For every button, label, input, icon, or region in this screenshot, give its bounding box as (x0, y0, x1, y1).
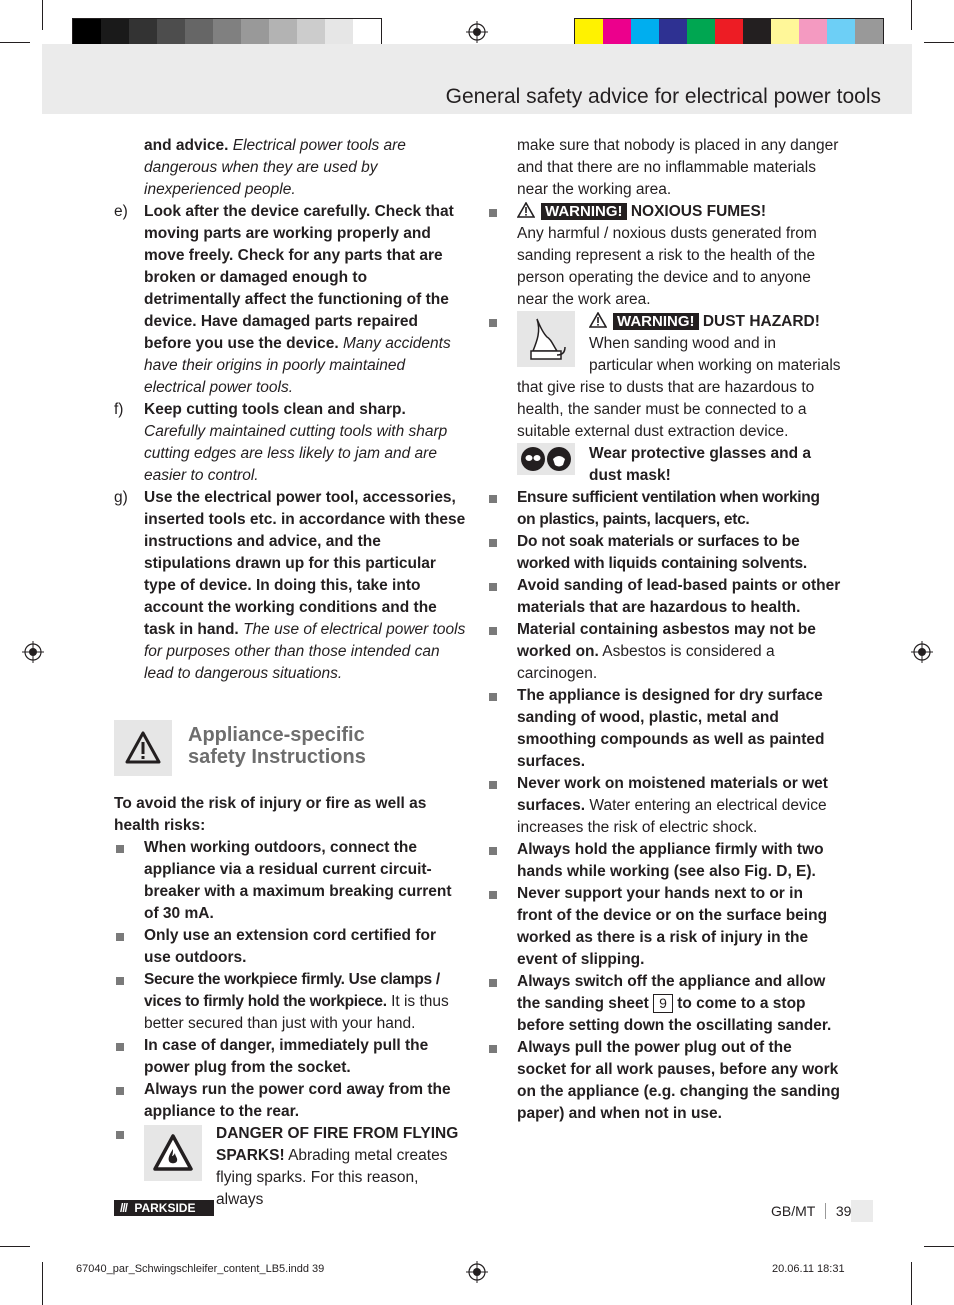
item-bold: Keep cutting tools clean and sharp. (144, 401, 406, 418)
bullet-icon (489, 583, 497, 591)
bullet-item: The appliance is designed for dry surface sanding of wood, plastic, metal and smoothing compounds as well as painted surfaces. (487, 685, 841, 773)
goggles-mask-icon (517, 443, 575, 475)
warning-triangle-icon (589, 312, 607, 328)
crop-mark (42, 0, 43, 30)
color-swatch (715, 19, 743, 45)
bullet-icon (489, 847, 497, 855)
color-swatch (603, 19, 631, 45)
color-swatch (743, 19, 771, 45)
color-swatch (771, 19, 799, 45)
color-swatch (827, 19, 855, 45)
file-date: 20.06.11 18:31 (772, 1263, 845, 1275)
list-item-f (114, 399, 466, 487)
dust-title: DUST HAZARD! (702, 313, 820, 330)
intro-italic: Electrical power tools are dangerous when they are used by inexperienced people. (144, 137, 406, 198)
section-title-line: safety Instructions (188, 746, 366, 768)
logo-slashes-icon: /// (120, 1201, 128, 1215)
bullet-item: Only use an extension cord certified for use outdoors. (114, 925, 466, 969)
bullet-icon (116, 933, 124, 941)
left-column (114, 135, 466, 685)
footer-tab (851, 1200, 873, 1222)
process-color-bar (574, 18, 884, 46)
registration-mark-icon (22, 641, 44, 663)
page-title: General safety advice for electrical power tools (445, 85, 881, 108)
bullet-item: Material containing asbestos may not be worked on. Asbestos is considered a carcinogen. (487, 619, 841, 685)
dust-extraction-icon (517, 311, 575, 367)
bullet-icon (116, 977, 124, 985)
list-item-e (114, 201, 466, 399)
warning-icon (114, 720, 172, 776)
bullet-item: Avoid sanding of lead-based paints or other materials that are hazardous to health. (487, 575, 841, 619)
bullet-item-dust: WARNING! DUST HAZARD! When sanding wood and in particular when working on materials that give rise to dusts that are hazardous to health, the sander must be connected to a suitable external dust extraction device. (487, 311, 841, 443)
list-item-g (114, 487, 466, 685)
crop-mark (924, 1246, 954, 1247)
intro-paragraph (114, 135, 466, 201)
section-heading (114, 720, 466, 778)
fire-warning-icon (144, 1125, 202, 1181)
color-swatch (687, 19, 715, 45)
color-swatch (631, 19, 659, 45)
risk-intro: To avoid the risk of injury or fire as well as health risks: (114, 795, 427, 834)
crop-mark (911, 0, 912, 30)
bullet-item: Never work on moistened materials or wet surfaces. Water entering an electrical device increases the risk of electric shock. (487, 773, 841, 839)
bullet-item: Always switch off the appliance and allow the sanding sheet 9 to come to a stop before setting down the oscillating sander. (487, 971, 841, 1037)
registration-mark-icon (466, 21, 488, 43)
page-number: GB/MT 39 (771, 1203, 852, 1219)
bullet-icon (489, 891, 497, 899)
crop-mark (0, 42, 30, 43)
bullet-item: Always pull the power plug out of the socket for all work pauses, before any work on the appliance (e.g. changing the sanding paper) and when not in use. (487, 1037, 841, 1125)
bullet-icon (489, 1045, 497, 1053)
intro-bold: and advice. (144, 137, 229, 154)
bullet-item: Ensure sufficient ventilation when working on plastics, paints, lacquers, etc. (487, 487, 841, 531)
crop-mark (911, 1262, 912, 1305)
color-swatch (575, 19, 603, 45)
item-italic: Carefully maintained cutting tools with sharp cutting edges are less likely to jam and are easier to control. (144, 423, 448, 484)
bullet-icon (116, 1131, 124, 1139)
registration-mark-icon (911, 641, 933, 663)
item-label: g) (114, 489, 128, 506)
bullet-item: In case of danger, immediately pull the power plug from the socket. (114, 1035, 466, 1079)
bullet-item: Always hold the appliance firmly with two hands while working (see also Fig. D, E). (487, 839, 841, 883)
color-swatch (73, 19, 101, 45)
fumes-title: NOXIOUS FUMES! (630, 203, 767, 220)
protective-gear-note: Wear protective glasses and a dust mask! (487, 443, 841, 487)
item-label: e) (114, 203, 128, 220)
bullet-icon (489, 495, 497, 503)
color-swatch (855, 19, 883, 45)
color-swatch (659, 19, 687, 45)
continued-text: make sure that nobody is placed in any danger and that there are no inflammable materials near the working area. (517, 137, 839, 198)
registration-mark-icon (466, 1261, 488, 1283)
part-number-badge: 9 (653, 994, 673, 1013)
bullet-item: Do not soak materials or surfaces to be worked with liquids containing solvents. (487, 531, 841, 575)
bullet-icon (489, 627, 497, 635)
bullet-icon (489, 209, 497, 217)
section-title-line: Appliance-specific (188, 724, 365, 746)
bullet-item: Never support your hands next to or in front of the device or on the surface being worked as there is a risk of injury in the event of slipping. (487, 883, 841, 971)
bullet-item: When working outdoors, connect the appliance via a residual current circuit-breaker with a maximum breaking current of 30 mA. (114, 837, 466, 925)
item-bold: Use the electrical power tool, accessories, inserted tools etc. in accordance with these instructions and advice, and the stipulations drawn up for this particular type of device. In doing this, take into account the working conditions and the task in hand. (144, 489, 466, 638)
bullet-icon (489, 693, 497, 701)
color-swatch (325, 19, 353, 45)
color-swatch (269, 19, 297, 45)
color-swatch (129, 19, 157, 45)
warning-badge: WARNING! (613, 313, 699, 330)
warning-badge: WARNING! (541, 203, 627, 220)
gray-color-bar (72, 18, 382, 46)
bullet-item: Secure the workpiece firmly. Use clamps / vices to firmly hold the workpiece. It is thus better secured than just with your hand. (114, 969, 466, 1035)
bullet-icon (489, 781, 497, 789)
warning-triangle-icon (517, 202, 535, 218)
color-swatch (241, 19, 269, 45)
color-swatch (213, 19, 241, 45)
bullet-icon (116, 1043, 124, 1051)
file-name: 67040_par_Schwingschleifer_content_LB5.indd 39 (76, 1263, 325, 1275)
color-swatch (185, 19, 213, 45)
color-swatch (157, 19, 185, 45)
color-swatch (799, 19, 827, 45)
item-bold: Look after the device carefully. Check that moving parts are working properly and move freely. Check for any parts that are broken or damaged enough to detrimentally affect the functioning of the device. Have damaged parts repaired before you use the device. (144, 203, 454, 352)
bullet-icon (489, 319, 497, 327)
bullet-item-fumes: WARNING! NOXIOUS FUMES! Any harmful / noxious dusts generated from sanding represent a risk to the health of the person operating the device and to anyone near the work area. (487, 201, 841, 311)
bullet-icon (489, 979, 497, 987)
color-swatch (101, 19, 129, 45)
bullet-icon (489, 539, 497, 547)
item-label: f) (114, 401, 124, 418)
crop-mark (924, 42, 954, 43)
right-column (487, 135, 841, 1125)
bullet-icon (116, 845, 124, 853)
bullet-item: Always run the power cord away from the appliance to the rear. (114, 1079, 466, 1123)
color-swatch (297, 19, 325, 45)
left-column-lower (114, 793, 466, 1211)
color-swatch (353, 19, 381, 45)
parkside-logo (114, 1200, 214, 1216)
bullet-item-fire: DANGER OF FIRE FROM FLYING SPARKS! Abrading metal creates flying sparks. For this reason, always (114, 1123, 466, 1211)
item-italic: Many accidents have their origins in poorly maintained electrical power tools. (144, 335, 451, 396)
crop-mark (42, 1262, 43, 1305)
section-title (188, 724, 366, 768)
bullet-icon (116, 1087, 124, 1095)
logo-text: PARKSIDE (134, 1201, 196, 1215)
crop-mark (0, 1246, 30, 1247)
item-italic: The use of electrical power tools for purposes other than those intended can lead to dangerous situations. (144, 621, 466, 682)
